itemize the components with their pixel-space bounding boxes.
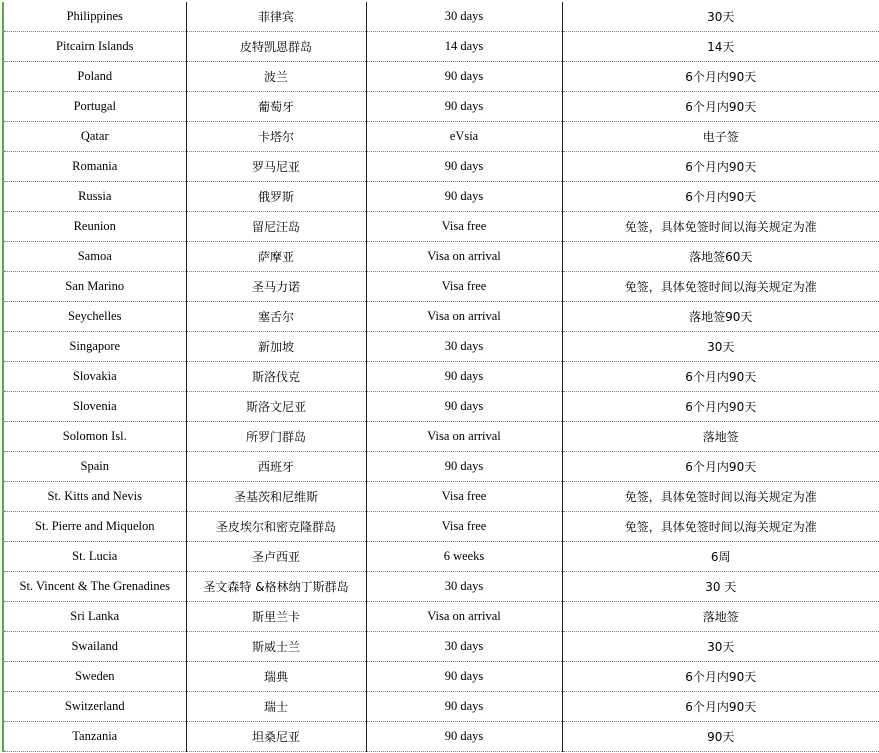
table-row (4, 32, 879, 62)
table-row (4, 242, 879, 272)
stay-english-cell[interactable]: Visa on arrival (366, 302, 562, 332)
visa-table (4, 2, 879, 752)
country-chinese-cell[interactable]: 斯洛文尼亚 (186, 392, 366, 422)
stay-english-cell[interactable]: 90 days (366, 662, 562, 692)
table-body (4, 2, 879, 752)
stay-chinese-cell[interactable]: 30天 (562, 332, 879, 362)
table-row (4, 272, 879, 302)
table-row (4, 392, 879, 422)
stay-english-cell[interactable]: 90 days (366, 152, 562, 182)
country-english-cell[interactable]: Russia (4, 182, 186, 212)
table-row (4, 692, 879, 722)
table-row (4, 512, 879, 542)
table-row (4, 62, 879, 92)
country-chinese-cell[interactable]: 新加坡 (186, 332, 366, 362)
stay-chinese-cell[interactable]: 落地签 (562, 422, 879, 452)
stay-chinese-cell[interactable]: 6个月内90天 (562, 92, 879, 122)
stay-chinese-cell[interactable]: 90天 (562, 722, 879, 752)
country-chinese-cell[interactable]: 波兰 (186, 62, 366, 92)
stay-chinese-cell[interactable]: 6周 (562, 542, 879, 572)
stay-english-cell[interactable]: 90 days (366, 392, 562, 422)
stay-chinese-cell[interactable]: 免签，具体免签时间以海关规定为准 (562, 512, 879, 542)
table-row (4, 2, 879, 32)
stay-chinese-cell[interactable]: 6个月内90天 (562, 392, 879, 422)
country-english-cell[interactable]: Swailand (4, 632, 186, 662)
table-row (4, 662, 879, 692)
spreadsheet-area (2, 2, 879, 752)
stay-chinese-cell[interactable]: 6个月内90天 (562, 692, 879, 722)
stay-chinese-cell[interactable]: 免签，具体免签时间以海关规定为准 (562, 482, 879, 512)
stay-chinese-cell[interactable]: 落地签 (562, 602, 879, 632)
country-chinese-cell[interactable]: 圣基茨和尼维斯 (186, 482, 366, 512)
stay-chinese-cell[interactable]: 30天 (562, 2, 879, 32)
country-english-cell[interactable]: Romania (4, 152, 186, 182)
table-row (4, 152, 879, 182)
country-english-cell[interactable]: Portugal (4, 92, 186, 122)
country-chinese-cell[interactable]: 坦桑尼亚 (186, 722, 366, 752)
country-english-cell[interactable]: Slovakia (4, 362, 186, 392)
country-english-cell[interactable]: Slovenia (4, 392, 186, 422)
stay-chinese-cell[interactable]: 6个月内90天 (562, 362, 879, 392)
stay-chinese-cell[interactable]: 6个月内90天 (562, 452, 879, 482)
stay-english-cell[interactable]: Visa on arrival (366, 422, 562, 452)
stay-english-cell[interactable]: 30 days (366, 2, 562, 32)
country-english-cell[interactable]: Seychelles (4, 302, 186, 332)
stay-chinese-cell[interactable]: 6个月内90天 (562, 152, 879, 182)
country-english-cell[interactable]: St. Vincent & The Grenadines (4, 572, 186, 602)
country-chinese-cell[interactable]: 瑞典 (186, 662, 366, 692)
stay-chinese-cell[interactable]: 6个月内90天 (562, 662, 879, 692)
table-row (4, 362, 879, 392)
country-english-cell[interactable]: St. Kitts and Nevis (4, 482, 186, 512)
stay-english-cell[interactable]: 90 days (366, 92, 562, 122)
stay-english-cell[interactable]: 90 days (366, 692, 562, 722)
country-english-cell[interactable]: Solomon Isl. (4, 422, 186, 452)
stay-english-cell[interactable]: 30 days (366, 632, 562, 662)
table-row (4, 122, 879, 152)
table-row (4, 212, 879, 242)
stay-english-cell[interactable]: 6 weeks (366, 542, 562, 572)
stay-chinese-cell[interactable]: 6个月内90天 (562, 62, 879, 92)
stay-english-cell[interactable]: 90 days (366, 722, 562, 752)
country-chinese-cell[interactable]: 皮特凯恩群岛 (186, 32, 366, 62)
country-chinese-cell[interactable]: 圣文森特 &格林纳丁斯群岛 (186, 572, 366, 602)
country-chinese-cell[interactable]: 斯洛伐克 (186, 362, 366, 392)
country-english-cell[interactable]: San Marino (4, 272, 186, 302)
stay-english-cell[interactable]: 14 days (366, 32, 562, 62)
stay-english-cell[interactable]: 90 days (366, 362, 562, 392)
stay-chinese-cell[interactable]: 免签，具体免签时间以海关规定为准 (562, 272, 879, 302)
table-row (4, 482, 879, 512)
stay-chinese-cell[interactable]: 14天 (562, 32, 879, 62)
stay-chinese-cell[interactable]: 落地签90天 (562, 302, 879, 332)
country-chinese-cell[interactable]: 卡塔尔 (186, 122, 366, 152)
country-english-cell[interactable]: Sweden (4, 662, 186, 692)
table-row (4, 572, 879, 602)
country-chinese-cell[interactable]: 俄罗斯 (186, 182, 366, 212)
table-row (4, 542, 879, 572)
country-chinese-cell[interactable]: 萨摩亚 (186, 242, 366, 272)
stay-chinese-cell[interactable]: 30 天 (562, 572, 879, 602)
country-english-cell[interactable]: Sri Lanka (4, 602, 186, 632)
country-english-cell[interactable]: Poland (4, 62, 186, 92)
country-chinese-cell[interactable]: 所罗门群岛 (186, 422, 366, 452)
table-row (4, 422, 879, 452)
table-row (4, 332, 879, 362)
country-chinese-cell[interactable]: 圣马力诺 (186, 272, 366, 302)
table-row (4, 92, 879, 122)
stay-chinese-cell[interactable]: 电子签 (562, 122, 879, 152)
stay-english-cell[interactable]: Visa free (366, 212, 562, 242)
table-row (4, 632, 879, 662)
stay-english-cell[interactable]: eVsia (366, 122, 562, 152)
stay-chinese-cell[interactable]: 免签，具体免签时间以海关规定为准 (562, 212, 879, 242)
stay-english-cell[interactable]: Visa free (366, 272, 562, 302)
stay-english-cell[interactable]: 30 days (366, 572, 562, 602)
country-english-cell[interactable]: Tanzania (4, 722, 186, 752)
country-english-cell[interactable]: Switzerland (4, 692, 186, 722)
country-chinese-cell[interactable]: 菲律宾 (186, 2, 366, 32)
country-english-cell[interactable]: Spain (4, 452, 186, 482)
stay-chinese-cell[interactable]: 30天 (562, 632, 879, 662)
country-english-cell[interactable]: Reunion (4, 212, 186, 242)
stay-chinese-cell[interactable]: 落地签60天 (562, 242, 879, 272)
country-chinese-cell[interactable]: 圣皮埃尔和密克隆群岛 (186, 512, 366, 542)
stay-english-cell[interactable]: Visa on arrival (366, 602, 562, 632)
country-english-cell[interactable]: Qatar (4, 122, 186, 152)
country-chinese-cell[interactable]: 圣卢西亚 (186, 542, 366, 572)
country-english-cell[interactable]: Pitcairn Islands (4, 32, 186, 62)
stay-english-cell[interactable]: 90 days (366, 452, 562, 482)
stay-english-cell[interactable]: Visa free (366, 512, 562, 542)
table-row (4, 302, 879, 332)
stay-english-cell[interactable]: 90 days (366, 182, 562, 212)
table-row (4, 182, 879, 212)
country-english-cell[interactable]: Singapore (4, 332, 186, 362)
country-chinese-cell[interactable]: 斯威士兰 (186, 632, 366, 662)
country-english-cell[interactable]: St. Pierre and Miquelon (4, 512, 186, 542)
country-english-cell[interactable]: Samoa (4, 242, 186, 272)
table-row (4, 722, 879, 752)
table-row (4, 452, 879, 482)
stay-english-cell[interactable]: Visa on arrival (366, 242, 562, 272)
country-chinese-cell[interactable]: 罗马尼亚 (186, 152, 366, 182)
country-chinese-cell[interactable]: 塞舌尔 (186, 302, 366, 332)
stay-english-cell[interactable]: 90 days (366, 62, 562, 92)
country-chinese-cell[interactable]: 葡萄牙 (186, 92, 366, 122)
country-chinese-cell[interactable]: 西班牙 (186, 452, 366, 482)
stay-chinese-cell[interactable]: 6个月内90天 (562, 182, 879, 212)
country-chinese-cell[interactable]: 留尼汪岛 (186, 212, 366, 242)
stay-english-cell[interactable]: 30 days (366, 332, 562, 362)
stay-english-cell[interactable]: Visa free (366, 482, 562, 512)
table-row (4, 602, 879, 632)
country-english-cell[interactable]: Philippines (4, 2, 186, 32)
country-chinese-cell[interactable]: 斯里兰卡 (186, 602, 366, 632)
country-chinese-cell[interactable]: 瑞士 (186, 692, 366, 722)
country-english-cell[interactable]: St. Lucia (4, 542, 186, 572)
